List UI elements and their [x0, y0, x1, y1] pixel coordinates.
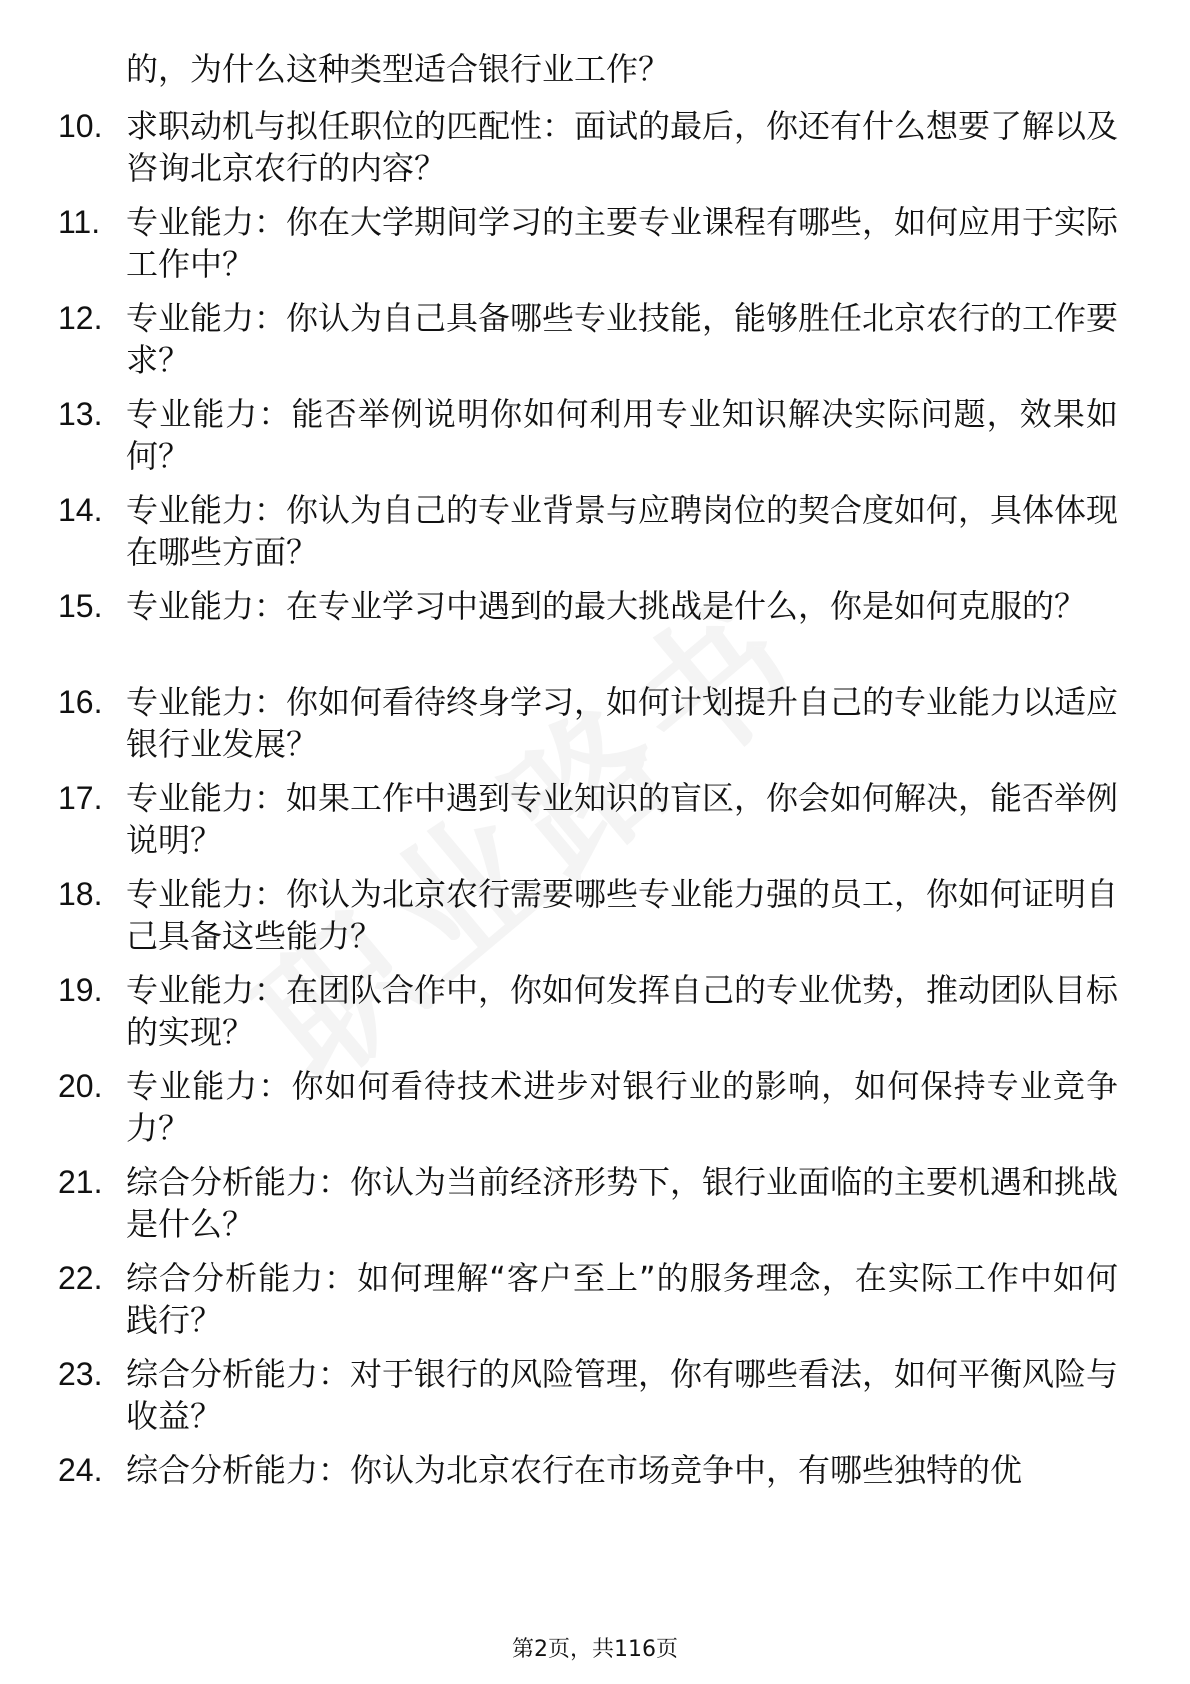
question-text: 专业能力：你如何看待终身学习，如何计划提升自己的专业能力以适应银行业发展？	[126, 683, 1119, 763]
question-number: 21.	[58, 1164, 103, 1200]
question-item	[58, 1161, 1118, 1245]
question-item	[58, 873, 1118, 957]
question-number: 20.	[58, 1068, 103, 1104]
question-number: 22.	[58, 1260, 103, 1296]
question-item	[58, 105, 1118, 189]
question-number: 10.	[58, 108, 103, 144]
question-text: 求职动机与拟任职位的匹配性：面试的最后，你还有什么想要了解以及咨询北京农行的内容？	[126, 107, 1119, 187]
question-item	[58, 777, 1118, 861]
question-item	[58, 681, 1118, 765]
question-item	[58, 1449, 1118, 1491]
question-item	[58, 489, 1118, 573]
question-text: 专业能力：你认为自己的专业背景与应聘岗位的契合度如何，具体体现在哪些方面？	[126, 491, 1119, 571]
question-item	[58, 1257, 1118, 1341]
question-text: 综合分析能力：你认为当前经济形势下，银行业面临的主要机遇和挑战是什么？	[126, 1163, 1119, 1243]
question-item	[58, 1353, 1118, 1437]
question-number: 19.	[58, 972, 103, 1008]
question-text: 综合分析能力：你认为北京农行在市场竞争中，有哪些独特的优	[126, 1451, 1023, 1489]
question-number: 13.	[58, 396, 103, 432]
question-item	[58, 393, 1118, 477]
question-text: 专业能力：你认为自己具备哪些专业技能，能够胜任北京农行的工作要求？	[126, 299, 1119, 379]
question-text: 专业能力：在专业学习中遇到的最大挑战是什么，你是如何克服的？	[126, 587, 1087, 625]
question-text: 专业能力：你如何看待技术进步对银行业的影响，如何保持专业竞争力？	[126, 1067, 1118, 1147]
question-text: 综合分析能力：对于银行的风险管理，你有哪些看法，如何平衡风险与收益？	[126, 1355, 1119, 1435]
question-number: 12.	[58, 300, 103, 336]
question-number: 14.	[58, 492, 103, 528]
continuation-text: 的，为什么这种类型适合银行业工作？	[126, 50, 671, 88]
question-number: 23.	[58, 1356, 103, 1392]
page-footer: 第2页，共116页	[512, 1637, 678, 1662]
question-text: 综合分析能力：如何理解“客户至上”的服务理念，在实际工作中如何践行？	[126, 1259, 1118, 1339]
question-number: 17.	[58, 780, 103, 816]
question-text: 专业能力：你在大学期间学习的主要专业课程有哪些，如何应用于实际工作中？	[126, 203, 1119, 283]
question-text: 专业能力：能否举例说明你如何利用专业知识解决实际问题，效果如何？	[126, 395, 1118, 475]
question-text: 专业能力：在团队合作中，你如何发挥自己的专业优势，推动团队目标的实现？	[126, 971, 1119, 1051]
question-item	[58, 297, 1118, 381]
question-number: 16.	[58, 684, 103, 720]
question-number: 24.	[58, 1452, 103, 1488]
question-item	[58, 1065, 1118, 1149]
question-item	[58, 969, 1118, 1053]
question-number: 11.	[58, 204, 101, 240]
question-item	[58, 585, 1118, 627]
question-text: 专业能力：你认为北京农行需要哪些专业能力强的员工，你如何证明自己具备这些能力？	[126, 875, 1119, 955]
question-text: 专业能力：如果工作中遇到专业知识的盲区，你会如何解决，能否举例说明？	[126, 779, 1119, 859]
question-number: 15.	[58, 588, 103, 624]
question-number: 18.	[58, 876, 103, 912]
question-item	[58, 201, 1118, 285]
